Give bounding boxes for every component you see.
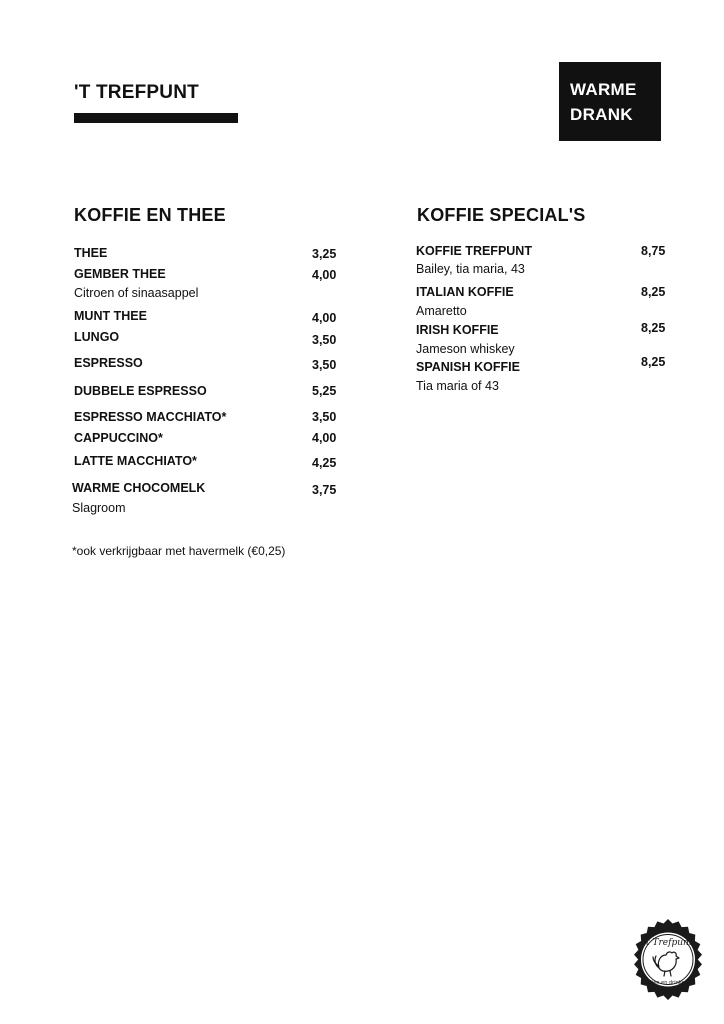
menu-item-price: 8,75 (641, 244, 666, 258)
menu-item-price: 8,25 (641, 285, 666, 299)
menu-item-name: ESPRESSO MACCHIATO* (74, 410, 227, 424)
brand-title: 'T TREFPUNT (74, 82, 199, 103)
menu-item-price: 8,25 (641, 355, 666, 369)
section-title-koffie-en-thee: KOFFIE EN THEE (74, 205, 226, 225)
menu-item-name: ITALIAN KOFFIE (416, 285, 514, 299)
menu-item-name: MUNT THEE (74, 309, 147, 323)
menu-item-description: Slagroom (72, 501, 126, 515)
menu-item-price: 3,50 (312, 333, 337, 347)
menu-item-name: DUBBELE ESPRESSO (74, 384, 207, 398)
menu-item-name: KOFFIE TREFPUNT (416, 244, 532, 258)
svg-text:Eten en drinken: Eten en drinken (648, 980, 688, 986)
menu-item-description: Citroen of sinaasappel (74, 286, 199, 300)
footnote: *ook verkrijgbaar met havermelk (€0,25) (72, 544, 286, 558)
menu-item-description: Amaretto (416, 304, 467, 318)
menu-item-name: IRISH KOFFIE (416, 323, 499, 337)
menu-item-price: 3,50 (312, 410, 337, 424)
logo-seal-icon (626, 918, 710, 1002)
menu-item-price: 3,25 (312, 247, 337, 261)
section-title-koffie-specials: KOFFIE SPECIAL'S (417, 205, 586, 225)
menu-item-description: Bailey, tia maria, 43 (416, 262, 525, 276)
menu-item-name: ESPRESSO (74, 356, 143, 370)
menu-item-name: SPANISH KOFFIE (416, 360, 520, 374)
menu-item-price: 8,25 (641, 321, 666, 335)
menu-item-name: THEE (74, 246, 108, 260)
menu-item-price: 3,50 (312, 358, 337, 372)
menu-item-name: CAPPUCCINO* (74, 431, 163, 445)
category-tag (559, 62, 661, 141)
menu-item-price: 4,00 (312, 431, 337, 445)
menu-item-price: 5,25 (312, 384, 337, 398)
menu-item-name: LATTE MACCHIATO* (74, 454, 197, 468)
menu-item-name: GEMBER THEE (74, 267, 166, 281)
trefpunt-logo (626, 918, 710, 1002)
category-tag-line-2: DRANK (570, 104, 633, 124)
svg-text:'t Trefpunt: 't Trefpunt (643, 938, 693, 948)
menu-item-description: Jameson whiskey (416, 342, 515, 356)
menu-item-price: 3,75 (312, 483, 337, 497)
menu-item-price: 4,25 (312, 456, 337, 470)
menu-item-price: 4,00 (312, 311, 337, 325)
menu-item-description: Tia maria of 43 (416, 379, 499, 393)
menu-item-name: WARME CHOCOMELK (72, 481, 206, 495)
category-tag-line-1: WARME (570, 79, 637, 99)
brand-underline-bar (74, 113, 238, 123)
menu-item-price: 4,00 (312, 268, 337, 282)
menu-item-name: LUNGO (74, 330, 120, 344)
